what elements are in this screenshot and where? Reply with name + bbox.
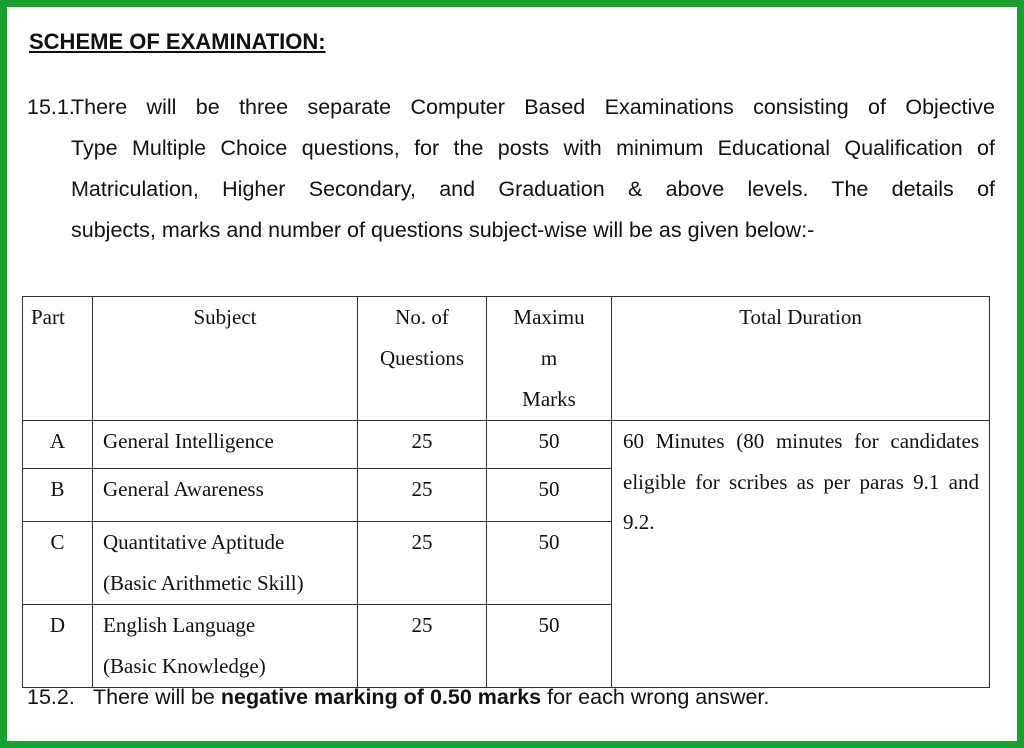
header-marks-line: m [540, 346, 558, 370]
subject-name: Quantitative Aptitude [103, 530, 285, 554]
subject-note: (Basic Arithmetic Skill) [103, 571, 304, 595]
header-questions [358, 297, 487, 421]
paragraph-number: 15.1. [27, 95, 75, 119]
subject-name: English Language [103, 613, 256, 637]
paragraph-number: 15.2. [27, 685, 75, 709]
paragraph-bold-text: negative marking of 0.50 marks [220, 685, 542, 709]
header-part: Part [23, 297, 93, 421]
cell-questions: 25 [358, 605, 487, 688]
header-marks-line: Maximu [513, 305, 585, 329]
table-row [23, 421, 990, 469]
paragraph-line: Type Multiple Choice questions, for the posts with minimum Educational Qualification of [71, 136, 995, 160]
cell-subject: General Intelligence [93, 421, 358, 469]
header-duration: Total Duration [612, 297, 990, 421]
header-subject: Subject [93, 297, 358, 421]
cell-questions: 25 [358, 469, 487, 522]
cell-subject [93, 605, 358, 688]
cell-subject: General Awareness [93, 469, 358, 522]
cell-marks: 50 [487, 605, 612, 688]
cell-subject [93, 522, 358, 605]
table-header-row [23, 297, 990, 421]
paragraph-15-2 [27, 685, 769, 710]
paragraph-line: subjects, marks and number of questions subject-wise will be as given below:- [71, 218, 815, 242]
cell-marks: 50 [487, 421, 612, 469]
section-heading: SCHEME OF EXAMINATION: [29, 29, 326, 54]
cell-part: A [23, 421, 93, 469]
cell-questions: 25 [358, 522, 487, 605]
subject-note: (Basic Knowledge) [103, 654, 266, 678]
cell-part: B [23, 469, 93, 522]
paragraph-text-before: There will be [93, 685, 221, 709]
header-marks [487, 297, 612, 421]
cell-part: D [23, 605, 93, 688]
paragraph-line: Matriculation, Higher Secondary, and Graduation & above levels. The details of [71, 177, 995, 201]
cell-part: C [23, 522, 93, 605]
header-marks-line: Marks [522, 387, 576, 411]
examination-table [22, 296, 990, 688]
cell-marks: 50 [487, 469, 612, 522]
cell-marks: 50 [487, 522, 612, 605]
cell-questions: 25 [358, 421, 487, 469]
header-questions-line: Questions [380, 346, 464, 370]
paragraph-text-after: for each wrong answer. [541, 685, 770, 709]
header-questions-line: No. of [395, 305, 449, 329]
paragraph-line: There will be three separate Computer Based Examinations consisting of Objective [71, 95, 995, 119]
cell-duration: 60 Minutes (80 minutes for candidates eligible for scribes as per paras 9.1 and 9.2. [612, 421, 990, 688]
